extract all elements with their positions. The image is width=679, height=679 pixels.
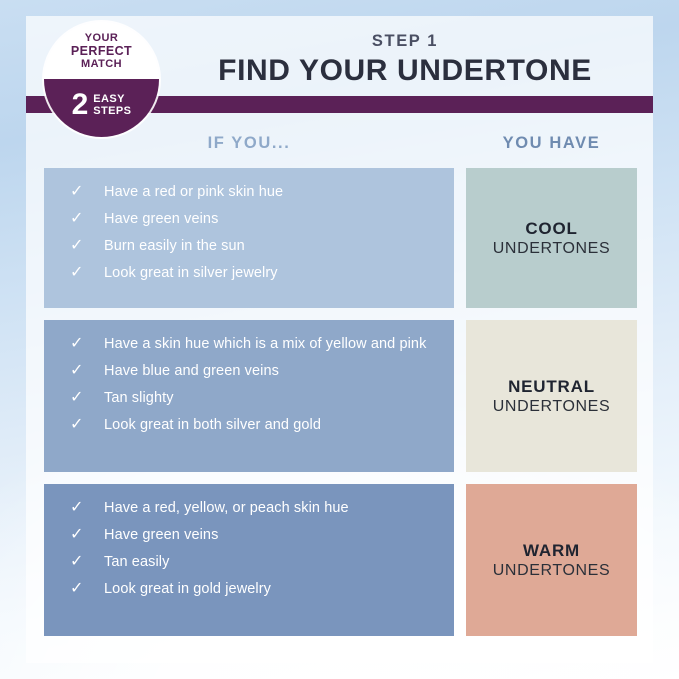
column-header-if-you: IF YOU...: [207, 134, 291, 152]
criteria-text: Tan easily: [104, 554, 170, 570]
result-subtitle: UNDERTONES: [492, 561, 611, 579]
list-item: [64, 334, 438, 354]
badge-top-text: [44, 22, 159, 79]
criteria-text: Have a skin hue which is a mix of yellow and pink: [104, 336, 427, 352]
badge-word-steps: STEPS: [93, 105, 132, 117]
criteria-text: Have a red, yellow, or peach skin hue: [104, 500, 349, 516]
page-title: FIND YOUR UNDERTONE: [218, 54, 592, 87]
list-item: [64, 209, 438, 229]
list-item: [64, 498, 438, 518]
list-item: [64, 415, 438, 435]
check-icon: ✓: [70, 210, 84, 227]
badge-bottom-text: [44, 79, 159, 137]
badge-step-count: 2: [71, 88, 89, 121]
criteria-text: Have green veins: [104, 527, 219, 543]
list-item: [64, 388, 438, 408]
check-icon: ✓: [70, 264, 84, 281]
badge-line-1: YOUR: [84, 32, 119, 44]
check-icon: ✓: [70, 183, 84, 200]
column-header-you-have: YOU HAVE: [502, 134, 601, 152]
check-icon: ✓: [70, 580, 84, 597]
undertone-row: [44, 168, 637, 308]
badge-step-words: [93, 93, 131, 117]
result-subtitle: UNDERTONES: [492, 397, 611, 415]
result-title: NEUTRAL: [508, 376, 595, 396]
criteria-text: Have blue and green veins: [104, 363, 280, 379]
perfect-match-badge: [44, 22, 159, 137]
criteria-text: Look great in both silver and gold: [104, 417, 322, 433]
badge-word-easy: EASY: [93, 93, 125, 105]
badge-line-2: PERFECT: [70, 44, 133, 58]
list-item: [64, 525, 438, 545]
check-icon: ✓: [70, 416, 84, 433]
list-item: [64, 361, 438, 381]
result-title: COOL: [525, 218, 578, 238]
criteria-panel: [44, 168, 454, 308]
list-item: [64, 182, 438, 202]
result-title: WARM: [522, 540, 581, 560]
criteria-panel: [44, 484, 454, 636]
criteria-text: Tan slighty: [104, 390, 174, 406]
check-icon: ✓: [70, 499, 84, 516]
list-item: [64, 263, 438, 283]
criteria-panel: [44, 320, 454, 472]
criteria-text: Look great in silver jewelry: [104, 265, 278, 281]
undertone-row: [44, 320, 637, 472]
result-swatch: [466, 168, 637, 308]
result-swatch: [466, 484, 637, 636]
check-icon: ✓: [70, 335, 84, 352]
undertone-row: [44, 484, 637, 636]
list-item: [64, 552, 438, 572]
step-label: STEP 1: [371, 32, 439, 50]
result-swatch: [466, 320, 637, 472]
list-item: [64, 579, 438, 599]
check-icon: ✓: [70, 526, 84, 543]
check-icon: ✓: [70, 362, 84, 379]
check-icon: ✓: [70, 553, 84, 570]
criteria-text: Have green veins: [104, 211, 219, 227]
criteria-text: Have a red or pink skin hue: [104, 184, 284, 200]
result-subtitle: UNDERTONES: [492, 239, 611, 257]
badge-line-3: MATCH: [81, 58, 122, 70]
list-item: [64, 236, 438, 256]
criteria-text: Look great in gold jewelry: [104, 581, 272, 597]
criteria-text: Burn easily in the sun: [104, 238, 245, 254]
check-icon: ✓: [70, 389, 84, 406]
check-icon: ✓: [70, 237, 84, 254]
